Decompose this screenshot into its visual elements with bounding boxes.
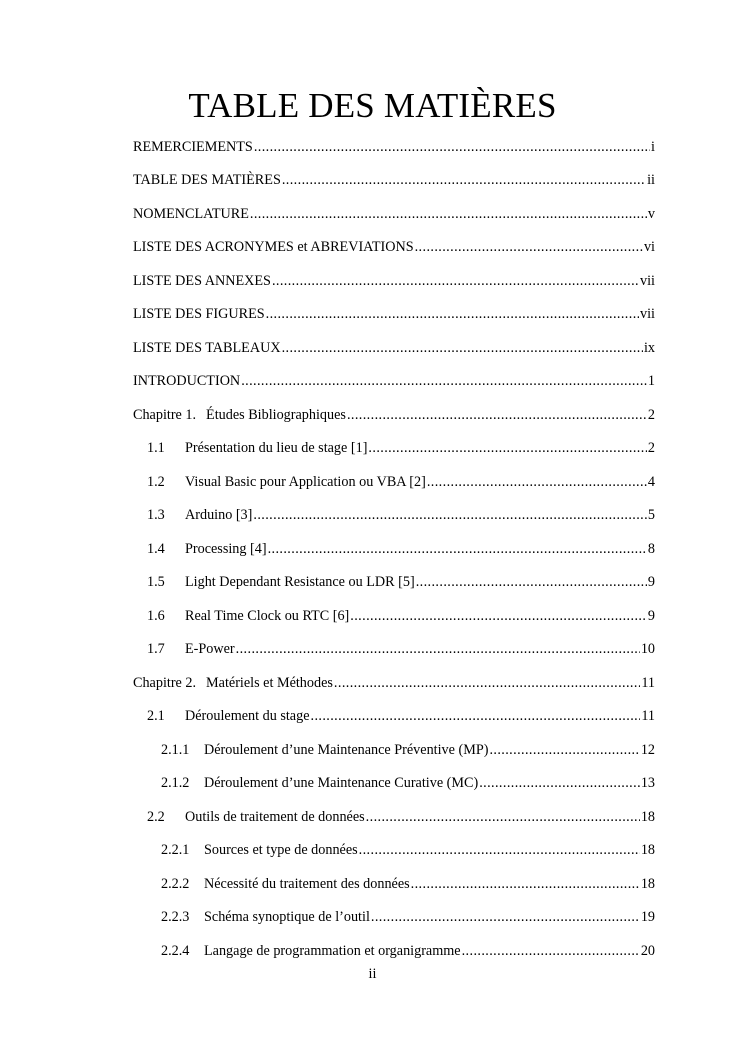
toc-entry[interactable] xyxy=(133,901,655,935)
toc-entry-label: Outils de traitement de données xyxy=(185,808,365,825)
toc-entry[interactable] xyxy=(133,700,655,734)
toc-entry[interactable] xyxy=(133,465,655,499)
dot-leader xyxy=(236,641,640,657)
dot-leader xyxy=(347,407,647,423)
toc-entry-page: 11 xyxy=(641,674,655,691)
toc-entry[interactable] xyxy=(133,398,655,432)
toc-entry-page: 10 xyxy=(640,641,655,658)
dot-leader xyxy=(366,809,640,825)
toc-entry-number: Chapitre 1. xyxy=(133,406,197,423)
toc-entry-page: 2 xyxy=(647,406,655,423)
toc-entry-label: LISTE DES FIGURES xyxy=(133,306,265,323)
toc-entry-page: 1 xyxy=(647,373,655,390)
toc-entry-number: 2.2.2 xyxy=(161,875,190,892)
toc-entry-number: 1.6 xyxy=(147,607,165,624)
toc-entry[interactable] xyxy=(133,599,655,633)
toc-entry-number: 1.2 xyxy=(147,473,165,490)
toc-entry-label: Déroulement d’une Maintenance Préventive (MP) xyxy=(204,741,489,758)
toc-entry-page: 5 xyxy=(647,507,655,524)
dot-leader xyxy=(311,708,641,724)
toc-entry[interactable] xyxy=(133,532,655,566)
toc-entry-number: Chapitre 2. xyxy=(133,674,197,691)
toc-entry-number: 2.2 xyxy=(147,808,165,825)
toc-entry[interactable] xyxy=(133,432,655,466)
toc-entry-page: vii xyxy=(640,306,655,323)
toc-entry-label: Nécessité du traitement des données xyxy=(204,875,410,892)
toc-entry-label: Arduino [3] xyxy=(185,507,253,524)
toc-entry[interactable] xyxy=(133,298,655,332)
toc-entry-number: 1.7 xyxy=(147,641,165,658)
dot-leader xyxy=(254,139,650,155)
toc-entry[interactable] xyxy=(133,666,655,700)
toc-entry-number: 2.1.1 xyxy=(161,741,190,758)
toc-entry-label: E-Power xyxy=(185,641,235,658)
toc-entry-label: LISTE DES ANNEXES xyxy=(133,272,271,289)
dot-leader xyxy=(241,373,647,389)
dot-leader xyxy=(272,273,639,289)
toc-entry-label: Schéma synoptique de l’outil xyxy=(204,909,370,926)
toc-entry-number: 2.2.4 xyxy=(161,942,190,959)
toc-entry[interactable] xyxy=(133,231,655,265)
toc-entry[interactable] xyxy=(133,197,655,231)
toc-entry-page: ix xyxy=(643,339,655,356)
toc-entry-number: 2.1.2 xyxy=(161,775,190,792)
dot-leader xyxy=(266,306,639,322)
toc-entry-page: 18 xyxy=(640,808,655,825)
toc-entry-page: 11 xyxy=(641,708,655,725)
toc-entry-label: LISTE DES TABLEAUX xyxy=(133,339,281,356)
toc-entry-page: v xyxy=(647,205,655,222)
dot-leader xyxy=(253,507,647,523)
toc-entry-page: 8 xyxy=(647,540,655,557)
page-title: TABLE DES MATIÈRES xyxy=(188,86,557,125)
toc-entry-page: vi xyxy=(643,239,655,256)
toc-entry-label: Études Bibliographiques xyxy=(206,406,346,423)
toc-entry-page: 13 xyxy=(640,775,655,792)
toc-entry[interactable] xyxy=(133,633,655,667)
toc-entry-label: Sources et type de données xyxy=(204,842,358,859)
toc-entry[interactable] xyxy=(133,130,655,164)
toc-entry-label: Visual Basic pour Application ou VBA [2] xyxy=(185,473,426,490)
toc-entry-label: Real Time Clock ou RTC [6] xyxy=(185,607,350,624)
toc-entry-number: 2.1 xyxy=(147,708,165,725)
dot-leader xyxy=(489,742,639,758)
toc-entry-number: 1.1 xyxy=(147,440,165,457)
toc-entry-label: Déroulement du stage xyxy=(185,708,310,725)
toc-entry[interactable] xyxy=(133,264,655,298)
dot-leader xyxy=(282,172,646,188)
dot-leader xyxy=(282,340,643,356)
dot-leader xyxy=(250,206,647,222)
dot-leader xyxy=(415,239,643,255)
toc-entry-number: 2.2.1 xyxy=(161,842,190,859)
page-number: ii xyxy=(368,966,377,982)
toc-entry-page: ii xyxy=(647,172,655,189)
toc-entry-page: i xyxy=(651,138,655,155)
toc-entry-page: 9 xyxy=(647,574,655,591)
toc-entry-page: 18 xyxy=(640,842,655,859)
toc-entry[interactable] xyxy=(133,365,655,399)
dot-leader xyxy=(479,775,640,791)
toc-entry-page: 2 xyxy=(647,440,655,457)
dot-leader xyxy=(334,675,640,691)
toc-entry-number: 1.3 xyxy=(147,507,165,524)
dot-leader xyxy=(462,943,640,959)
toc-entry-label: Processing [4] xyxy=(185,540,267,557)
toc-entry-number: 1.5 xyxy=(147,574,165,591)
dot-leader xyxy=(368,440,646,456)
toc-entry-number: 2.2.3 xyxy=(161,909,190,926)
toc-entry-page: 12 xyxy=(640,741,655,758)
toc-entry-label: LISTE DES ACRONYMES et ABREVIATIONS xyxy=(133,239,414,256)
toc-entry[interactable] xyxy=(133,834,655,868)
toc-entry[interactable] xyxy=(133,164,655,198)
dot-leader xyxy=(416,574,647,590)
toc-entry[interactable] xyxy=(133,566,655,600)
dot-leader xyxy=(411,876,640,892)
toc-entry-label: TABLE DES MATIÈRES xyxy=(133,172,281,189)
toc-entry[interactable] xyxy=(133,800,655,834)
toc-entry-label: REMERCIEMENTS xyxy=(133,138,253,155)
toc-entry-page: 9 xyxy=(647,607,655,624)
toc-entry-label: Langage de programmation et organigramme xyxy=(204,942,461,959)
toc-entry[interactable] xyxy=(133,867,655,901)
toc-entry-label: NOMENCLATURE xyxy=(133,205,249,222)
toc-entry-page: 4 xyxy=(647,473,655,490)
toc-entry[interactable] xyxy=(133,733,655,767)
toc-entry-page: 19 xyxy=(640,909,655,926)
table-of-contents xyxy=(133,130,655,968)
toc-entry[interactable] xyxy=(133,767,655,801)
toc-entry-page: vii xyxy=(640,272,655,289)
toc-entry-label: Matériels et Méthodes xyxy=(206,674,333,691)
toc-entry-number: 1.4 xyxy=(147,540,165,557)
toc-entry-label: INTRODUCTION xyxy=(133,373,241,390)
toc-entry-label: Présentation du lieu de stage [1] xyxy=(185,440,368,457)
dot-leader xyxy=(268,541,647,557)
toc-entry-label: Déroulement d’une Maintenance Curative (MC) xyxy=(204,775,479,792)
dot-leader xyxy=(371,909,640,925)
dot-leader xyxy=(350,608,647,624)
toc-entry[interactable] xyxy=(133,934,655,968)
toc-entry-page: 18 xyxy=(640,875,655,892)
dot-leader xyxy=(359,842,640,858)
dot-leader xyxy=(427,474,647,490)
toc-entry-label: Light Dependant Resistance ou LDR [5] xyxy=(185,574,415,591)
toc-entry-page: 20 xyxy=(640,942,655,959)
toc-entry[interactable] xyxy=(133,499,655,533)
toc-entry[interactable] xyxy=(133,331,655,365)
